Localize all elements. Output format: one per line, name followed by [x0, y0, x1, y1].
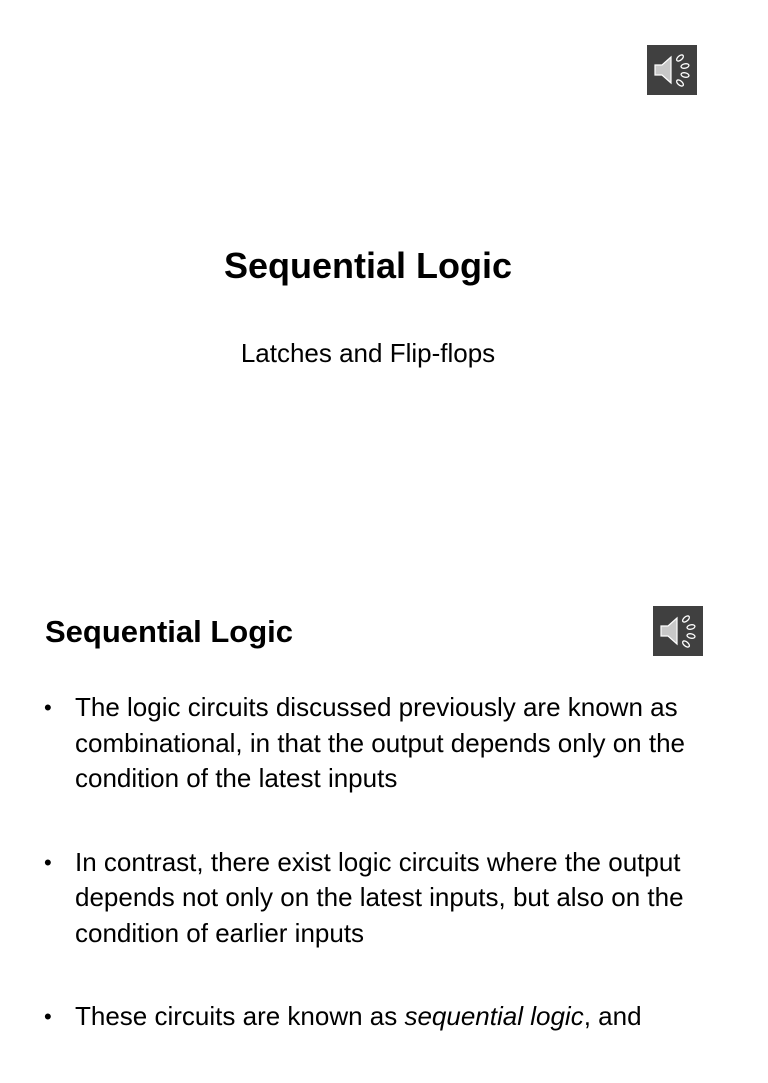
- audio-play-button[interactable]: [653, 606, 703, 656]
- bullet-marker: •: [44, 1004, 52, 1029]
- audio-play-button[interactable]: [647, 45, 697, 95]
- bullet-text-emphasis: sequential logic: [404, 1001, 584, 1031]
- bullet-item: [0, 999, 768, 1035]
- bullet-item: [0, 690, 768, 797]
- bullet-text: These circuits are known as: [75, 1001, 405, 1031]
- slide-title: Sequential Logic: [45, 614, 294, 649]
- bullet-text: In contrast, there exist logic circuits where the output depends not only on the latest inputs, but also on the condition of earlier inputs: [75, 846, 684, 948]
- speaker-icon: [653, 606, 703, 656]
- slide-title: Sequential Logic: [223, 245, 513, 286]
- slide-subtitle: Latches and Flip-flops: [240, 338, 496, 368]
- bullet-marker: •: [44, 849, 52, 875]
- bullet-item: [0, 845, 768, 952]
- speaker-icon: [647, 45, 697, 95]
- bullet-text: , and: [583, 1001, 642, 1031]
- bullet-text: The logic circuits discussed previously are known as combinational, in that the output depends only on the condition of the latest inputs: [75, 692, 685, 793]
- content-slide: [0, 560, 768, 1031]
- bullet-marker: •: [44, 695, 52, 720]
